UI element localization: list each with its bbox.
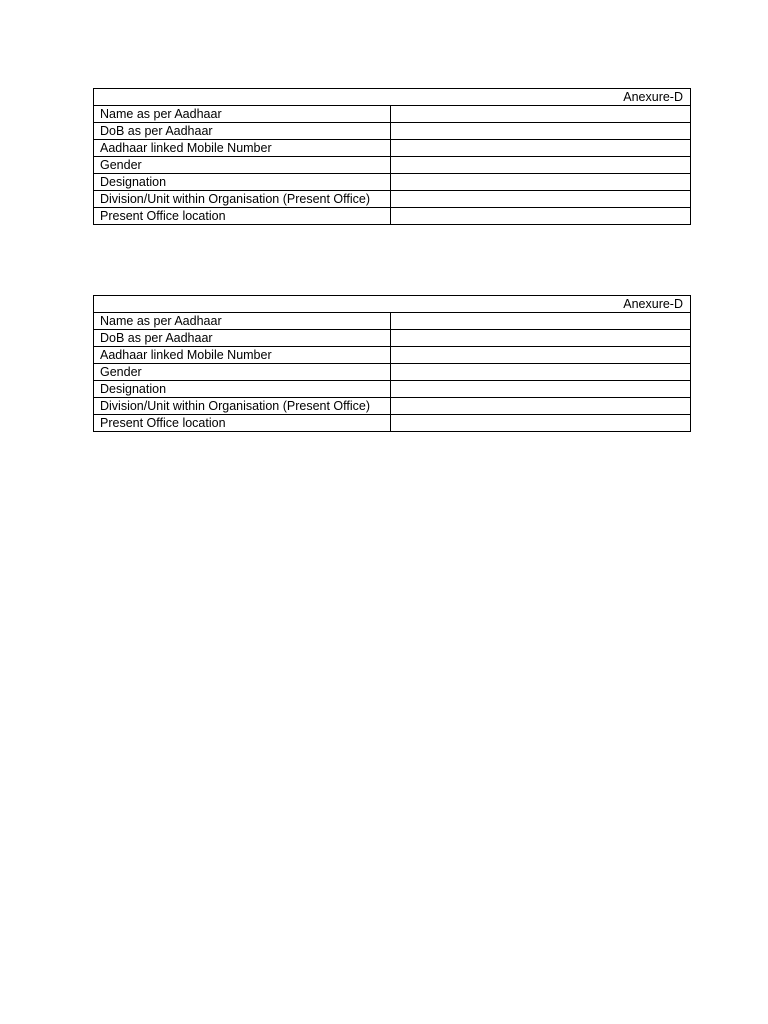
table-row — [94, 191, 691, 208]
field-value[interactable] — [391, 208, 691, 225]
table-row — [94, 415, 691, 432]
table-row — [94, 381, 691, 398]
field-value[interactable] — [391, 123, 691, 140]
field-label: Aadhaar linked Mobile Number — [94, 140, 391, 157]
table-row — [94, 364, 691, 381]
field-label: Present Office location — [94, 208, 391, 225]
field-label: DoB as per Aadhaar — [94, 123, 391, 140]
field-value[interactable] — [391, 398, 691, 415]
table-header-row — [94, 89, 691, 106]
field-label: Name as per Aadhaar — [94, 106, 391, 123]
field-value[interactable] — [391, 174, 691, 191]
field-label: Present Office location — [94, 415, 391, 432]
field-label: Designation — [94, 381, 391, 398]
table-row — [94, 347, 691, 364]
table-row — [94, 398, 691, 415]
field-value[interactable] — [391, 140, 691, 157]
table-row — [94, 140, 691, 157]
field-value[interactable] — [391, 106, 691, 123]
table-row — [94, 174, 691, 191]
annexure-form-table-2 — [93, 295, 691, 432]
table-row — [94, 208, 691, 225]
field-value[interactable] — [391, 347, 691, 364]
field-label: Gender — [94, 157, 391, 174]
table-header-row — [94, 296, 691, 313]
annexure-header: Anexure-D — [94, 89, 691, 106]
field-value[interactable] — [391, 415, 691, 432]
field-value[interactable] — [391, 157, 691, 174]
table-row — [94, 157, 691, 174]
field-value[interactable] — [391, 330, 691, 347]
field-label: Division/Unit within Organisation (Present Office) — [94, 191, 391, 208]
field-value[interactable] — [391, 364, 691, 381]
field-label: Name as per Aadhaar — [94, 313, 391, 330]
field-label: Gender — [94, 364, 391, 381]
table-row — [94, 330, 691, 347]
field-label: DoB as per Aadhaar — [94, 330, 391, 347]
table-row — [94, 106, 691, 123]
field-value[interactable] — [391, 313, 691, 330]
field-label: Division/Unit within Organisation (Present Office) — [94, 398, 391, 415]
annexure-header: Anexure-D — [94, 296, 691, 313]
table-row — [94, 313, 691, 330]
field-label: Designation — [94, 174, 391, 191]
table-row — [94, 123, 691, 140]
field-label: Aadhaar linked Mobile Number — [94, 347, 391, 364]
field-value[interactable] — [391, 381, 691, 398]
field-value[interactable] — [391, 191, 691, 208]
annexure-form-table-1 — [93, 88, 691, 225]
